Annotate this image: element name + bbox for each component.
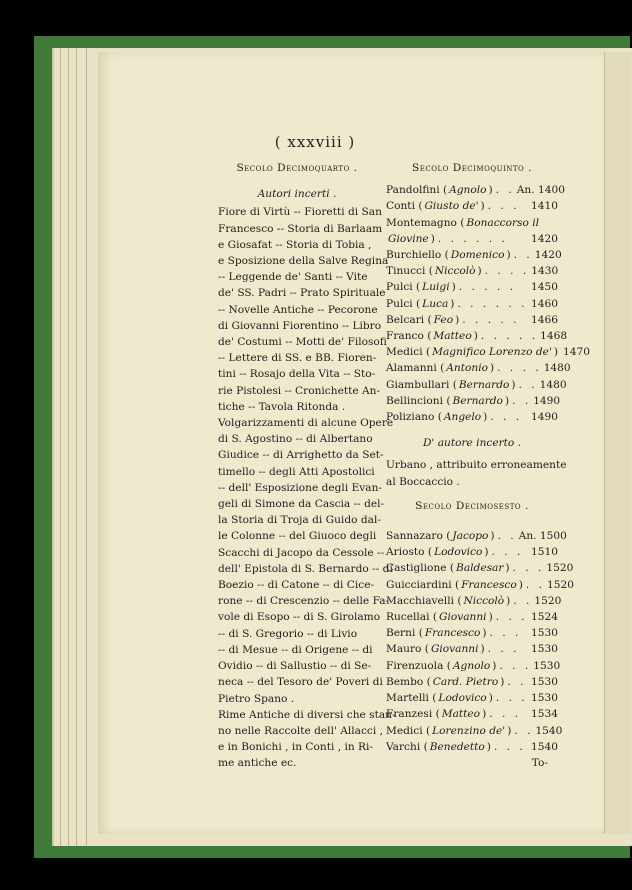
author-close: ) [486,740,491,753]
year: An. 1500 [518,530,567,543]
author-name: Martelli ( [386,692,437,705]
text-line: Giudice -- di Arrighetto da Set- [218,449,384,462]
year: 1534 [531,708,558,721]
author-name: Montemagno ( [386,216,465,229]
author-qualifier: Giovanni [438,611,487,624]
author-close: ) [490,530,495,543]
author-name: Alamanni ( [386,362,445,375]
leader-dots: . . . [489,708,522,721]
author-qualifier: Niccolò [463,594,505,607]
text-line: le Colonne -- del Giuoco degli [218,530,377,543]
section-title-xiv: Secolo Decimoquarto . [236,162,358,174]
author-entry [386,328,568,344]
year: 1490 [533,394,561,407]
author-entry [386,723,563,739]
author-entry [386,247,562,263]
author-close: ) [482,708,487,721]
leader-dots: . . [497,530,517,543]
author-entry [386,215,558,231]
author-name: Pulci ( [386,297,421,310]
leader-dots: . . . [495,611,528,624]
author-close: ) [451,281,456,294]
year: 1420 [531,232,558,245]
author-entry [386,674,558,690]
text-line: Rime Antiche di diversi che stan- [218,708,396,721]
text-line: timello -- degli Atti Apostolici [218,465,375,478]
year [556,215,558,231]
author-entry [386,560,574,576]
text-line: me antiche ec. [218,757,297,770]
author-qualifier: Angelo [443,411,482,424]
author-qualifier: Giovanni [430,643,479,656]
author-close: ) [450,297,455,310]
leader-dots: . . [513,594,533,607]
year: 1470 [563,346,590,359]
section-title-xvi: Secolo Decimosesto . [415,499,529,512]
author-qualifier: Luigi [422,281,450,294]
year: 1490 [531,411,558,424]
text-line: tiche -- Tavola Ritonda . [218,400,346,413]
year: An. 1400 [516,184,565,197]
leader-dots: . . . . . [462,313,520,326]
leader-dots: . . . . . [458,281,517,294]
author-name: Burchiello ( [386,249,449,262]
author-close: ) [506,594,511,607]
subheading-autori-incerti: Autori incerti . [257,188,337,201]
author-close: ) [507,724,512,737]
author-entry [386,296,558,312]
year: 1530 [533,659,561,672]
year: 1410 [531,200,558,213]
author-name: Franco ( [386,330,432,343]
text-line: -- di Mesue -- di Origene -- di [218,643,373,656]
author-name: Macchiavelli ( [386,594,462,607]
leader-dots: . . [525,578,545,591]
text-line: Urbano , attribuito erroneamente [386,459,567,472]
leader-dots: . . [514,724,534,737]
author-close: ) [480,200,485,213]
author-close: ) [492,659,497,672]
text-line: -- di S. Gregorio -- di Livio [218,627,358,640]
author-close: ) [505,562,510,575]
leader-dots: . . . [489,627,522,640]
author-name: Ariosto ( [386,546,433,559]
left-column [218,160,396,772]
author-qualifier: Card. Pietro [432,675,499,688]
author-qualifier: Francesco [461,578,517,591]
author-entry [386,641,558,657]
year: 1510 [531,546,558,559]
text-line: e in Bonichi , in Conti , in Ri- [218,741,373,754]
author-entry [386,690,558,706]
year: 1468 [540,330,568,343]
year: 1420 [534,249,562,262]
author-name: Conti ( [386,200,423,213]
year: 1540 [535,724,563,737]
works-paragraph-2 [218,415,394,707]
right-column [386,160,590,771]
author-name: Giambullari ( [386,378,457,391]
author-qualifier: Agnolo [452,659,491,672]
author-entry [386,544,558,560]
leader-dots: . . . [512,562,545,575]
leader-dots: . . . . . [480,330,539,343]
text-line: Volgarizzamenti di alcune Opere [218,417,394,430]
text-line: rie Pistolesi -- Cronichette An- [218,384,381,397]
author-entry [386,577,574,593]
author-name: Bembo ( [386,675,431,688]
author-name: Bellincioni ( [386,394,451,407]
leader-dots: . . . . . . [457,297,528,310]
author-close: ) [500,675,505,688]
text-line: di S. Agostino -- di Albertano [218,433,373,446]
text-line: neca -- del Tesoro de' Poveri di [218,676,383,689]
text-line: -- Lettere di SS. e BB. Fioren- [218,352,377,365]
author-qualifier: Lorenzino de' [432,724,506,737]
author-close: ) [473,330,478,343]
author-qualifier: Domenico [450,249,505,262]
year: 1430 [531,265,559,278]
author-name: Mauro ( [386,643,429,656]
leader-dots: . . . . . . [437,232,508,245]
text-line: Scacchi di Jacopo da Cessole -- [218,546,385,559]
author-close: ) [553,346,559,359]
year: 1460 [531,297,558,310]
author-close: ) [488,692,493,705]
author-entry [386,409,558,425]
author-entry [386,344,590,360]
author-entry [386,231,558,247]
author-qualifier: Feo [433,313,454,326]
text-line: di Giovanni Fiorentino -- Libro [218,319,382,332]
author-list-xv [386,182,590,425]
leader-dots: . . . [490,411,523,424]
author-entry [386,377,567,393]
text-line: al Boccaccio . [386,475,460,488]
text-line: e Sposizione della Salve Regina [218,255,389,268]
author-name: Varchi ( [386,740,428,753]
text-line: Ovidio -- di Sallustio -- di Se- [218,660,372,673]
year: 1450 [531,281,558,294]
author-entry [386,739,558,755]
author-entry [386,706,558,722]
text-line: de' Costumi -- Motti de' Filosofi [218,336,387,349]
author-name: Medici ( [386,346,431,359]
text-line: rone -- di Crescenzio -- delle Fa- [218,595,390,608]
author-entry [386,625,558,641]
text-line: Pietro Spano . [218,692,295,705]
author-close: ) [484,546,489,559]
author-close: ) [477,265,482,278]
author-qualifier: Luca [422,297,449,310]
leader-dots: . . . [487,643,520,656]
author-entry [386,593,562,609]
author-qualifier: Antonio [446,362,488,375]
author-qualifier: Baldesar [456,562,504,575]
running-head: ( xxxviii ) [274,133,356,151]
section-title-xv: Secolo Decimoquinto . [411,162,533,174]
author-qualifier: Lodovico [434,546,483,559]
author-entry [386,312,558,328]
subheading-autore-incerto: D' autore incerto . [422,437,522,450]
text-line: -- Novelle Antiche -- Pecorone [218,303,378,316]
leader-dots: . . . [493,740,526,753]
author-close: ) [488,184,493,197]
author-name: Castiglione ( [386,562,455,575]
year: 1524 [531,611,558,624]
text-line: dell' Epistola di S. Bernardo -- di [218,562,393,575]
author-close: ) [488,611,493,624]
text-line: Fiore di Virtù -- Fioretti di San [218,206,382,219]
author-name: Poliziano ( [386,411,442,424]
author-qualifier: Matteo [433,330,472,343]
author-close: ) [483,411,488,424]
year: 1520 [546,562,574,575]
author-list-xvi [386,528,574,755]
year: 1540 [531,740,558,753]
leader-dots: . . . [495,692,528,705]
works-paragraph-1 [218,204,389,415]
author-name: Guicciardini ( [386,578,460,591]
year: 1480 [539,378,567,391]
author-qualifier: Niccolò [434,265,476,278]
author-name: Pulci ( [386,281,421,294]
leader-dots: . . [507,675,527,688]
text-line: Francesco -- Storia di Barlaam [218,222,383,235]
leader-dots [541,215,556,231]
text-line: vole di Esopo -- di S. Girolamo [218,611,381,624]
author-name: Sannazaro ( [386,530,451,543]
author-name: Firenzuola ( [386,659,451,672]
author-name: Rucellai ( [386,611,437,624]
author-name: Franzesi ( [386,708,440,721]
author-entry [386,609,558,625]
text-line: la Storia di Troja di Guido dal- [218,514,381,527]
text-line: tini -- Rosajo della Vita -- Sto- [218,368,376,381]
year: 1530 [531,692,558,705]
text-line: -- Leggende de' Santi -- Vite [218,271,368,284]
works-paragraph-3 [218,707,396,772]
year: 1530 [531,675,558,688]
author-close: ) [518,578,523,591]
year: 1520 [546,578,574,591]
leader-dots: . . . [499,659,532,672]
author-close: ) [489,362,495,375]
leader-dots: . . [513,249,533,262]
text-line: no nelle Raccolte dell' Allacci , [218,724,383,737]
author-qualifier: Bernardo [458,378,510,391]
author-qualifier: Bernardo [452,394,503,407]
text-line: de' SS. Padri -- Prato Spirituale [218,287,386,300]
author-qualifier: Agnolo [449,184,487,197]
year: 1480 [543,362,571,375]
author-qualifier: Magnifico Lorenzo de' [432,346,552,359]
text-line: Boezio -- di Catone -- di Cice- [218,579,375,592]
author-name: Berni ( [386,627,423,640]
next-page-edge [604,52,631,834]
author-qualifier: Bonaccorso il [466,216,539,229]
leader-dots: . . . . [484,265,530,278]
year: 1530 [531,627,558,640]
author-entry [386,658,561,674]
author-entry [386,360,571,376]
author-close: ) [455,313,460,326]
text-line: geli di Simone da Cascia -- del- [218,498,385,511]
author-close: ) [504,394,510,407]
year: 1520 [534,594,562,607]
author-qualifier: Giovine [388,232,429,245]
author-entry [386,393,561,409]
year: 1530 [531,643,558,656]
leader-dots: . . . [491,546,524,559]
text-line: -- dell' Esposizione degli Evan- [218,481,383,494]
author-close: ) [506,249,511,262]
author-close: ) [430,232,435,245]
catchword: To- [531,756,548,769]
author-entry [386,182,565,198]
author-name: Pandolfini ( [386,184,448,197]
leader-dots: . . . . [497,362,542,375]
author-name: Belcari ( [386,313,432,326]
author-qualifier: Benedetto [429,740,485,753]
author-qualifier: Lodovico [438,692,487,705]
author-entry [386,528,567,544]
author-name: Medici ( [386,724,431,737]
author-qualifier: Giusto de' [424,200,479,213]
author-qualifier: Matteo [441,708,481,721]
leader-dots: . . . [487,200,520,213]
year: 1466 [531,313,558,326]
author-name: Tinucci ( [386,265,433,278]
author-qualifier: Jacopo [452,530,489,543]
urbano-note [386,457,567,489]
author-entry [386,279,558,295]
leader-dots: . . [495,184,515,197]
text-line: e Giosafat -- Storia di Tobia , [218,238,372,251]
author-close: ) [480,643,485,656]
author-entry [386,263,558,279]
author-qualifier: Francesco [424,627,481,640]
leader-dots: . . [512,394,532,407]
author-entry [386,198,558,214]
leader-dots: . . [518,378,538,391]
author-close: ) [482,627,487,640]
author-close: ) [511,378,516,391]
